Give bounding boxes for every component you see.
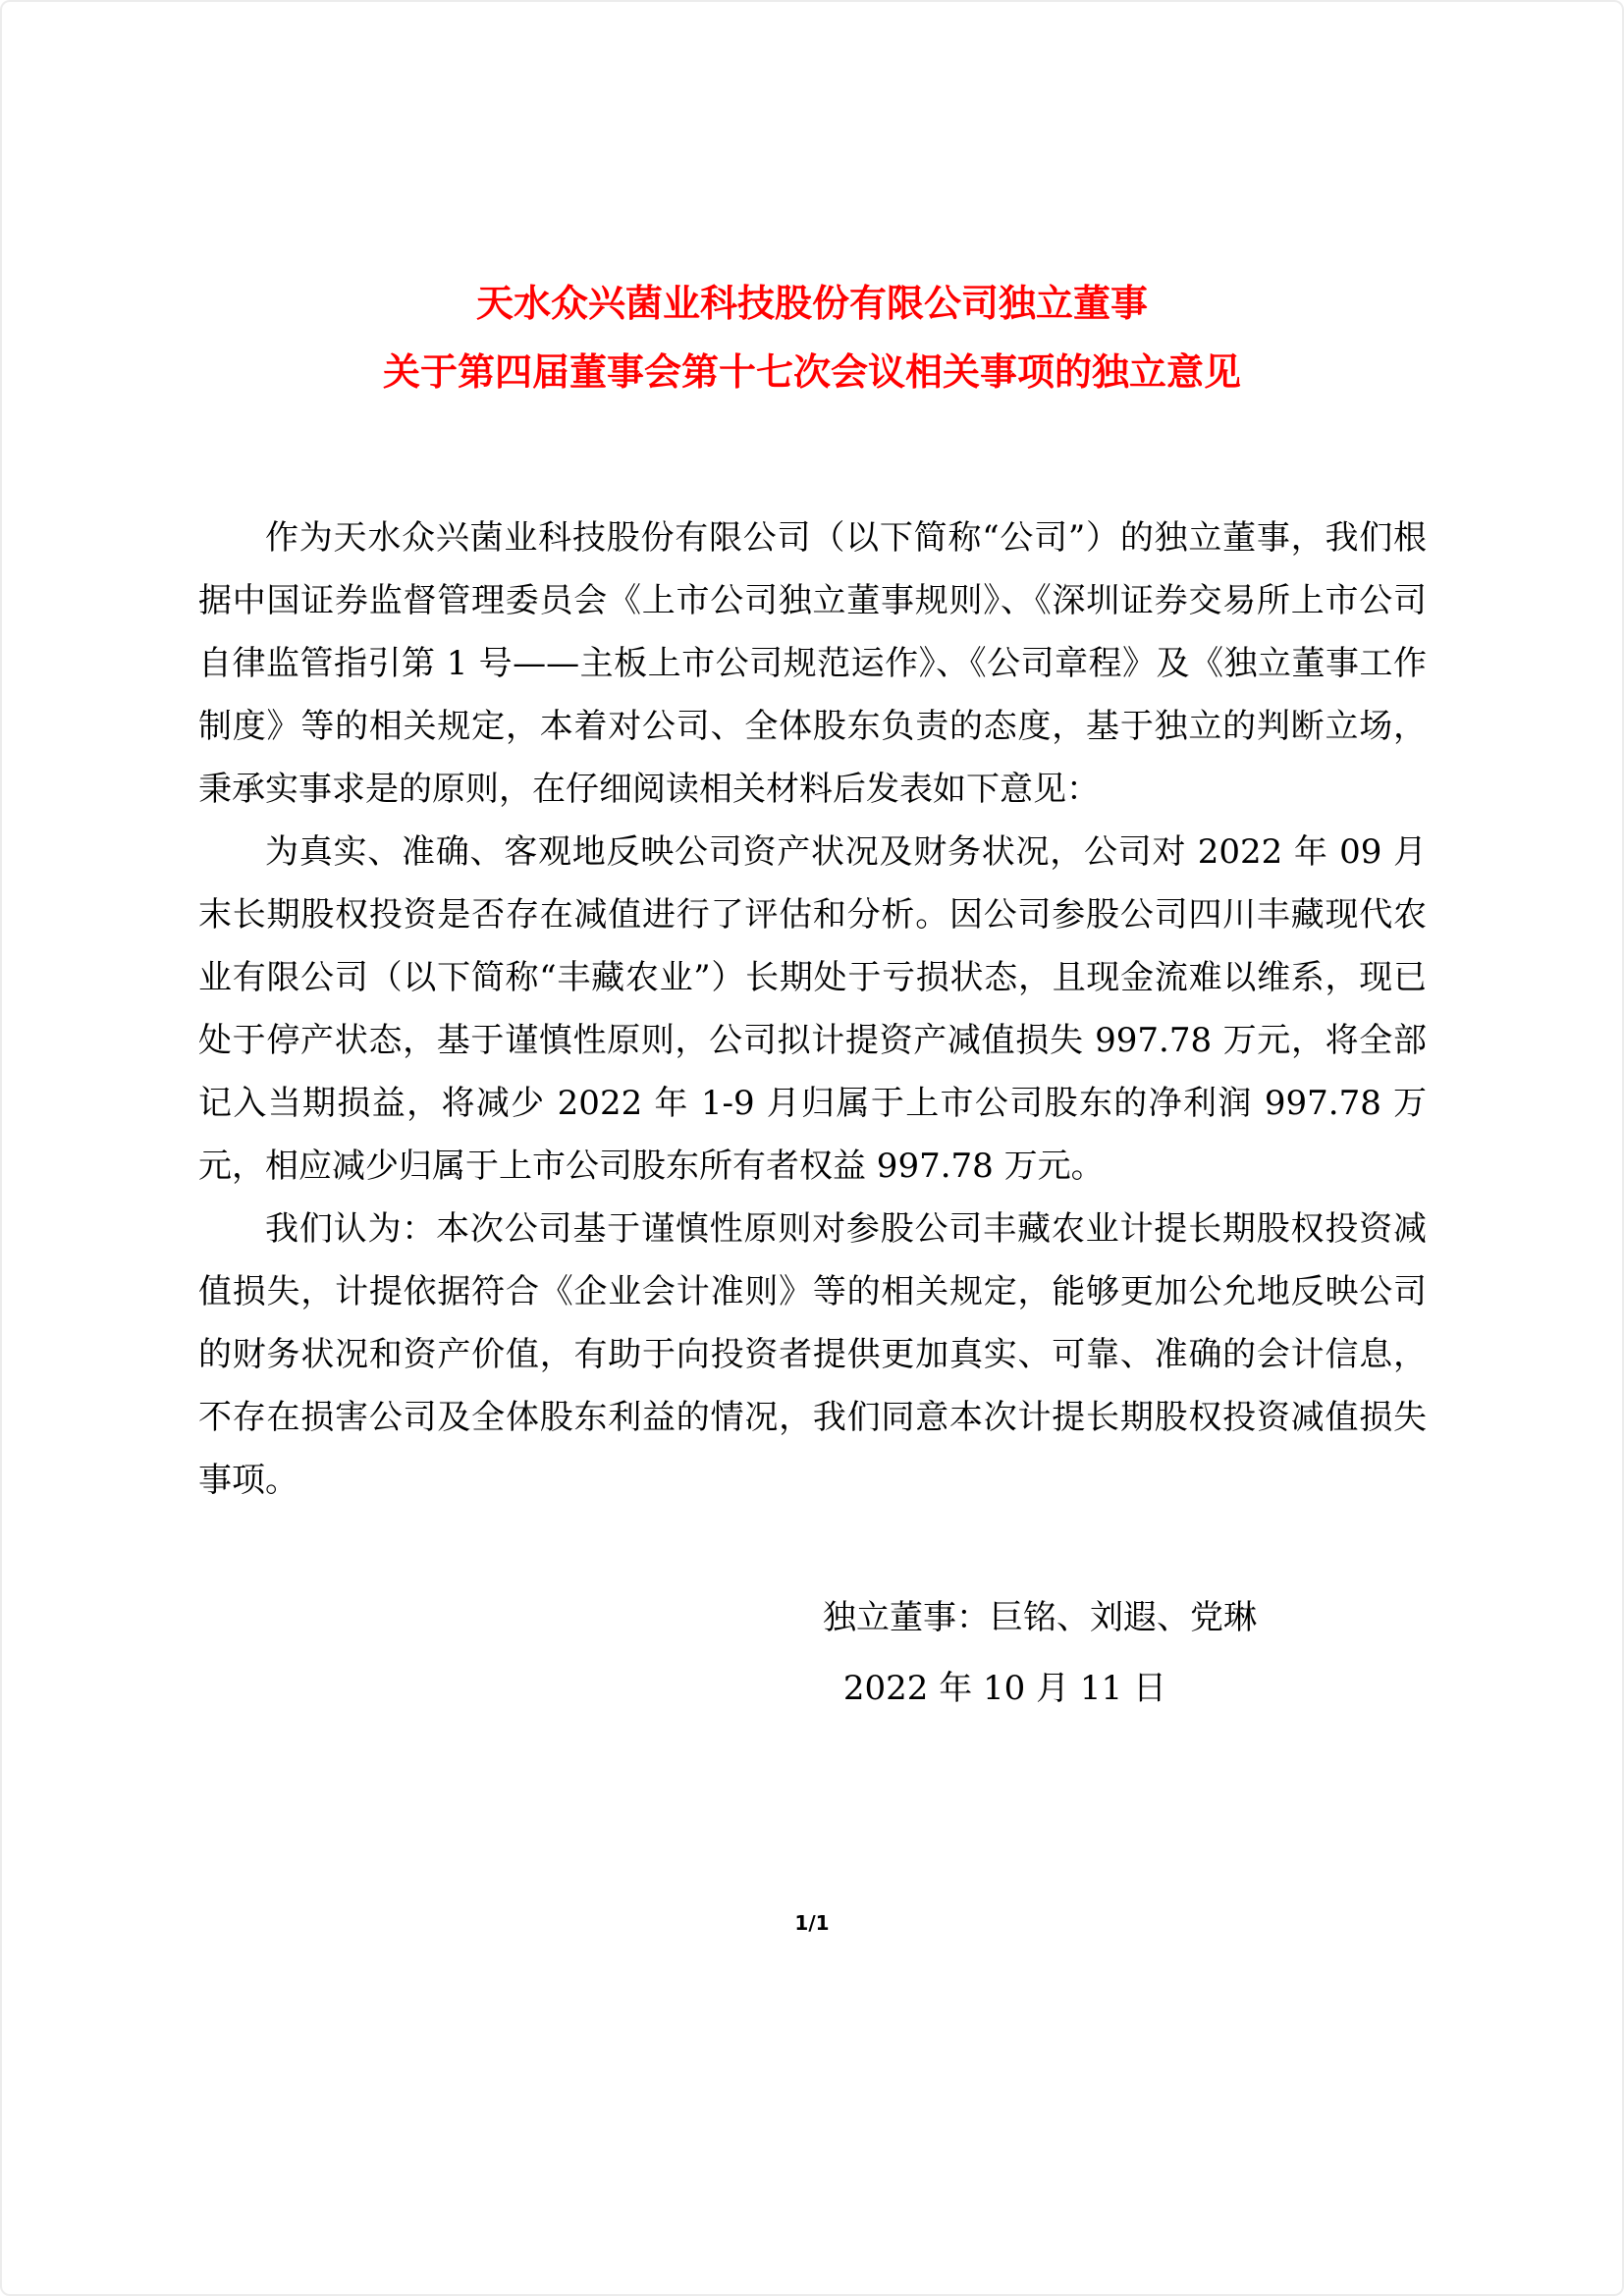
document-title-line-2: 关于第四届董事会第十七次会议相关事项的独立意见 [382,349,1241,394]
paragraph-1: 作为天水众兴菌业科技股份有限公司（以下简称“公司”）的独立董事，我们根据中国证券监督管理委员会《上市公司独立董事规则》、《深圳证券交易所上市公司自律监管指引第 1 号——主板上市公司规范运作》、《公司章程》及《独立董事工作制度》等的相关规定，本着对公司、全体股东负责的态度，基于独立的判断立场，秉承实事求是的原则，在仔细阅读相关材料后发表如下意见： [198,518,1427,809]
document-title-line-1: 天水众兴菌业科技股份有限公司独立董事 [475,281,1148,325]
paragraph-2: 为真实、准确、客观地反映公司资产状况及财务状况，公司对 2022 年 09 月末长期股权投资是否存在减值进行了评估和分析。因公司参股公司四川丰藏现代农业有限公司（以下简称“丰藏农业”）长期处于亏损状态，且现金流难以维系，现已处于停产状态，基于谨慎性原则，公司拟计提资产减值损失 997.78 万元，将全部记入当期损益，将减少 2022 年 1-9 月归属于上市公司股东的净利润 997.78 万元，相应减少归属于上市公司股东所有者权益 997.78 万元。 [198,832,1427,1186]
signature-line: 独立董事：巨铭、刘遐、党琳 [823,1598,1257,1637]
document-body [198,507,1427,1512]
document-title [2,269,1622,406]
paragraph-3: 我们认为：本次公司基于谨慎性原则对参股公司丰藏农业计提长期股权投资减值损失，计提依据符合《企业会计准则》等的相关规定，能够更加公允地反映公司的财务状况和资产价值，有助于向投资者提供更加真实、可靠、准确的会计信息，不存在损害公司及全体股东利益的情况，我们同意本次计提长期股权投资减值损失事项。 [198,1209,1427,1500]
signature-block [198,1582,1427,1724]
date-line: 2022 年 10 月 11 日 [842,1669,1166,1708]
page-number: 1/1 [794,1911,830,1935]
